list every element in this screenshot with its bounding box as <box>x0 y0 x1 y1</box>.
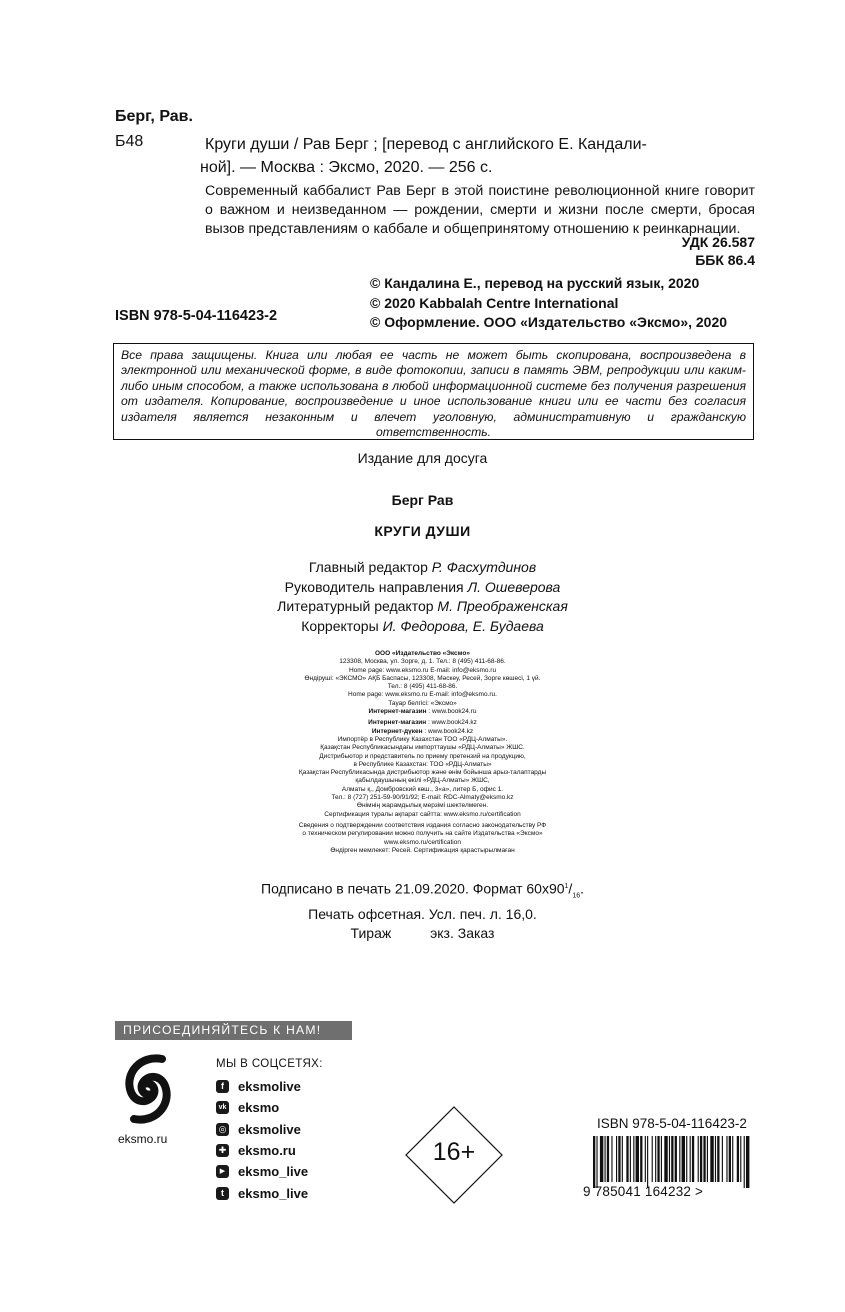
author-heading: Берг, Рав. <box>115 108 193 125</box>
copyright-line: © 2020 Kabbalah Centre International <box>370 294 619 311</box>
bbk-code: ББК 86.4 <box>695 252 755 268</box>
publisher-line: Тел.: 8 (727) 251-59-90/91/92; E-mail: RDC-Almaty@eksmo.kz <box>331 794 514 802</box>
barcode-bar <box>717 1136 719 1182</box>
publisher-block <box>0 650 845 716</box>
publisher-line: Сертификация туралы ақпарат сайтта: www.eksmo.ru/certification <box>324 810 521 818</box>
edition-type: Издание для досуга <box>357 450 488 466</box>
certification-block <box>0 822 845 855</box>
barcode-bar <box>647 1136 648 1188</box>
barcode-bar <box>633 1136 634 1182</box>
barcode-bar <box>669 1136 670 1182</box>
barcode-bar <box>703 1136 705 1182</box>
barcode-bar <box>611 1136 612 1182</box>
publisher-line: Сведения о подтверждении соответствия издания согласно законодательству РФ <box>298 821 547 829</box>
publisher-line: Қазақстан Республикасындағы импорттаушы «РДЦ-Алматы» ЖШС. <box>320 744 525 752</box>
publisher-line: www.eksmo.ru/certification <box>384 838 461 846</box>
youtube-icon: ▶ <box>216 1165 229 1178</box>
social-item-vk[interactable]: vk eksmo <box>216 1097 308 1118</box>
copyright-line: © Оформление. ООО «Издательство «Эксмо», 2020 <box>370 314 728 330</box>
barcode-bar <box>686 1136 687 1182</box>
barcode-bar <box>722 1136 723 1182</box>
barcode <box>593 1136 753 1188</box>
publisher-line: 123308, Москва, ул. Зорге, д. 1. Тел.: 8 (495) 411-68-86. <box>339 658 506 666</box>
publisher-line: Интернет-дүкен : www.book24.kz <box>371 727 474 735</box>
barcode-bar <box>600 1136 603 1182</box>
rights-notice: Все права защищены. Книга или любая ее часть не может быть скопирована, воспроизведена в электронной или механической форме, в виде фотокопии, записи в память ЭВМ, репродукции или каким-либо иным способом, а также использована в любой информационной системе без получения разрешения от издателя. Копирование, воспроизведение и иное использование книги или ее части без согласия издателя является незаконным и влечет уголовную, административную и гражданскую ответственность. <box>113 343 754 440</box>
barcode-bar <box>655 1136 656 1182</box>
publisher-line: ООО «Издательство «Эксмо» <box>375 650 470 657</box>
publisher-line: Интернет-магазин : www.book24.ru <box>368 708 477 716</box>
bibliographic-record <box>200 133 755 179</box>
publisher-line: в Республике Казахстан: ТОО «РДЦ-Алматы» <box>353 760 492 768</box>
barcode-bar <box>661 1136 662 1182</box>
barcode-bar <box>690 1136 691 1182</box>
barcode-bar <box>626 1136 628 1182</box>
barcode-bar <box>675 1136 677 1182</box>
barcode-bar <box>682 1136 685 1182</box>
barcode-bar <box>692 1136 694 1182</box>
publisher-line: Дистрибьютор и представитель по приему претензий на продукцию, <box>319 752 526 760</box>
social-item-facebook[interactable]: f eksmolive <box>216 1076 308 1097</box>
barcode-bar <box>607 1136 609 1182</box>
barcode-bar <box>671 1136 673 1182</box>
barcode-bar <box>636 1136 639 1182</box>
barcode-bar <box>616 1136 617 1182</box>
publisher-info <box>0 650 845 855</box>
author-name: Берг Рав <box>391 492 454 508</box>
barcode-isbn: ISBN 978-5-04-116423-2 <box>597 1116 747 1131</box>
barcode-bar <box>605 1136 606 1182</box>
twitter-icon: t <box>216 1187 229 1200</box>
barcode-bar <box>622 1136 623 1182</box>
staff-row: Главный редактор Р. Фасхутдинов <box>308 559 537 575</box>
print-line-3: Тираж экз. Заказ <box>350 925 495 942</box>
publisher-line: Home page: www.eksmo.ru E-mail: info@eksmo.ru. <box>348 691 497 699</box>
barcode-bar <box>746 1136 749 1188</box>
age-rating-text: 16+ <box>432 1138 476 1166</box>
barcode-bar <box>744 1136 745 1188</box>
barcode-bar <box>729 1136 731 1182</box>
publisher-line: қабылдаушының өкілі «РДЦ-Алматы» ЖШС, <box>355 777 490 785</box>
copyright-line: © Кандалина Е., перевод на русский язык, 2020 <box>370 275 700 291</box>
facebook-icon: f <box>216 1080 229 1093</box>
barcode-bar <box>593 1136 595 1188</box>
social-item-youtube[interactable]: ▶ eksmo_live <box>216 1161 308 1182</box>
publisher-line: Тел.: 8 (495) 411-68-86. <box>387 683 458 691</box>
print-line-2: Печать офсетная. Усл. печ. л. 16,0. <box>308 906 537 923</box>
publisher-line: Өндірген мемлекет: Ресей. Сертификация қарастырылмаған <box>330 846 515 854</box>
udk-code: УДК 26.587 <box>681 234 755 250</box>
eksmo-site-icon: ✚ <box>216 1144 229 1157</box>
social-item-instagram[interactable]: ◎ eksmolive <box>216 1119 308 1140</box>
publisher-line: о техническом регулировании можно получить на сайте Издательства «Эксмо» <box>302 830 543 838</box>
barcode-bar <box>645 1136 646 1182</box>
publisher-line: Импортёр в Республику Казахстан ТОО «РДЦ-Алматы». <box>337 735 508 743</box>
barcode-bar <box>630 1136 631 1182</box>
publisher-line: Өнімнің жарамдылық мерзімі шектелмеген. <box>356 802 489 810</box>
publisher-line: Home page: www.eksmo.ru E-mail: info@eksmo.ru <box>348 666 497 674</box>
barcode-bar <box>618 1136 620 1182</box>
social-heading: МЫ В СОЦСЕТЯХ: <box>216 1058 323 1070</box>
catalog-code: Б48 <box>115 133 144 150</box>
publisher-line: Қазақстан Республикасында дистрибьютор және өнім бойынша арыз-талаптарды <box>298 769 547 777</box>
isbn-number: ISBN 978-5-04-116423-2 <box>115 308 278 324</box>
publisher-line: Тауар белгісі: «Эксмо» <box>388 699 457 707</box>
barcode-bar <box>726 1136 727 1182</box>
vk-icon: vk <box>216 1101 229 1114</box>
social-list <box>216 1076 308 1204</box>
biblio-line-2: ной]. — Москва : Эксмо, 2020. — 256 с. <box>200 159 493 176</box>
barcode-bar <box>732 1136 733 1182</box>
barcode-bar <box>698 1136 699 1182</box>
book-title: КРУГИ ДУШИ <box>374 523 471 539</box>
instagram-icon: ◎ <box>216 1123 229 1136</box>
editorial-staff <box>0 558 845 636</box>
print-line-1: Подписано в печать 21.09.2020. Формат $60x90^1/_{16}$. <box>261 880 584 900</box>
barcode-bar <box>652 1136 653 1182</box>
staff-row: Корректоры И. Федорова, Е. Будаева <box>301 617 544 634</box>
distributor-block <box>0 719 845 819</box>
barcode-digits: 9 785041 164232 > <box>583 1184 704 1199</box>
barcode-bar <box>657 1136 659 1182</box>
social-item-site[interactable]: ✚ eksmo.ru <box>216 1140 308 1161</box>
eksmo-logo-icon <box>122 1053 174 1125</box>
barcode-bar <box>707 1136 708 1182</box>
barcode-bar <box>710 1136 713 1182</box>
biblio-line-1: Круги души / Рав Берг ; [перевод с английского Е. Кандали- <box>205 136 647 153</box>
staff-row: Литературный редактор М. Преображенская <box>277 598 568 615</box>
social-item-twitter[interactable]: t eksmo_live <box>216 1182 308 1203</box>
barcode-bar <box>664 1136 667 1182</box>
site-link[interactable]: eksmo.ru <box>118 1132 168 1146</box>
join-us-banner: ПРИСОЕДИНЯЙТЕСЬ К НАМ! <box>115 1021 352 1040</box>
classification-codes <box>682 233 755 269</box>
barcode-bar <box>740 1136 741 1182</box>
publisher-line: Интернет-магазин : www.book24.kz <box>368 719 477 727</box>
annotation: Современный каббалист Рав Берг в этой поистине революционной книге говорит о важном и неизведанном — рождении, смерти и жизни после смерти, бросая вызов представлениям о каббале и общепринятому отношению к реинкарнации. <box>205 183 755 237</box>
publisher-line: Өндіруші: «ЭКСМО» АҚБ Баспасы, 123308, Мәскеу, Ресей, Зорге көшесі, 1 үй. <box>304 674 541 682</box>
barcode-bar <box>679 1136 680 1182</box>
print-info <box>0 877 845 943</box>
barcode-bar <box>596 1136 597 1188</box>
barcode-bar <box>715 1136 716 1182</box>
barcode-bar <box>640 1136 642 1182</box>
barcode-bar <box>700 1136 702 1182</box>
barcode-bar <box>737 1136 739 1182</box>
publisher-line: Алматы қ., Домбровский көш., 3«а», литер Б, офис 1. <box>341 785 504 793</box>
copyright-list <box>370 274 727 333</box>
staff-row: Руководитель направления Л. Ошеверова <box>284 578 561 595</box>
